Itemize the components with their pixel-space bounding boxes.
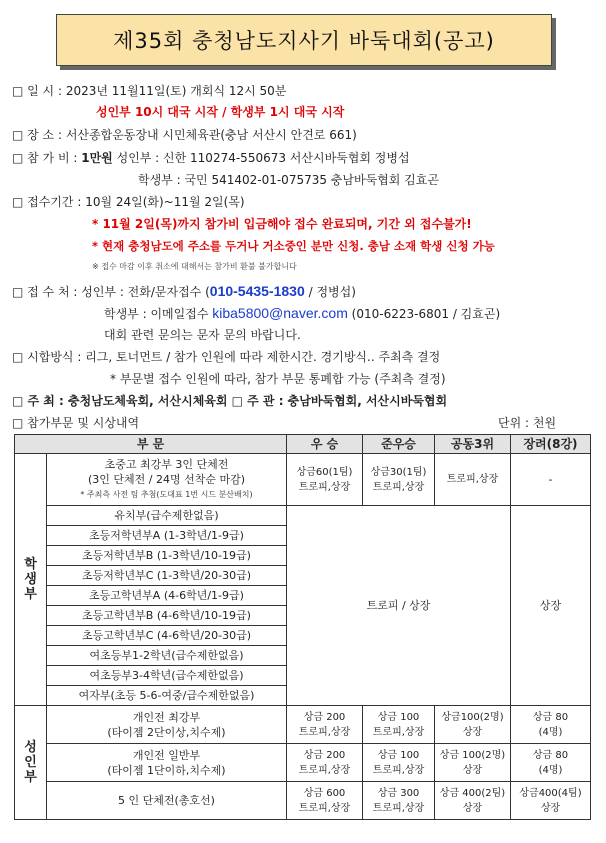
adult-division (47, 782, 287, 820)
team-encourage: - (511, 454, 591, 506)
page-title: 제35회 충청남도지사기 바둑대회(공고) (56, 14, 552, 66)
table-row (15, 706, 591, 744)
division-name: 여초등부1-2학년(급수제한없음) (47, 646, 287, 666)
adult-third (435, 706, 511, 744)
adult-enc-count: 상장 (540, 802, 561, 814)
table-header (15, 435, 591, 454)
adult-division-detail: (타이젬 1단이하,치수제) (107, 763, 226, 777)
fee-amount: 1만원 (81, 151, 113, 165)
adult-encourage (511, 782, 591, 820)
method-line: □ 시합방식 : 리그, 토너먼트 / 참가 인원에 따라 제한시간. 경기방식.. 주최측 결정 (12, 350, 441, 364)
divisions-label: □ 참가부문 및 시상내역 (12, 416, 140, 430)
warning-deadline: * 11월 2일(목)까지 참가비 입금해야 접수 완료되며, 기간 외 접수불가! (92, 217, 472, 231)
adult-winner (287, 706, 363, 744)
adult-division-name: 5 인 단체전(총호선) (118, 794, 215, 807)
adult-third-prize: 상금 100(2명) (439, 749, 506, 761)
fee-adult: 성인부 : 신한 110274-550673 서산시바둑협회 정병섭 (112, 151, 410, 165)
team-winner (287, 454, 363, 506)
contact-suffix: / 정병섭) (304, 285, 356, 299)
unit-label: 단위 : 천원 (498, 416, 557, 430)
adult-division (47, 744, 287, 782)
adult-winner (287, 782, 363, 820)
adult-second-award: 트로피,상장 (372, 802, 425, 814)
team-third: 트로피,상장 (435, 454, 511, 506)
header-division: 부 문 (15, 435, 287, 454)
adult-winner-prize: 상금 200 (303, 711, 346, 723)
adult-encourage (511, 744, 591, 782)
adult-second-prize: 상금 300 (377, 787, 420, 799)
adult-third-prize: 상금100(2명) (441, 711, 504, 723)
adult-third-award: 상장 (462, 726, 483, 738)
division-name: 초등저학년부A (1-3학년/1-9급) (47, 526, 287, 546)
table-row (15, 744, 591, 782)
division-name: 초등고학년부A (4-6학년/1-9급) (47, 586, 287, 606)
student-section-label: 학 생 부 (15, 454, 47, 706)
email-suffix: (010-6223-6801 / 김효곤) (347, 307, 501, 321)
adult-third-award: 상장 (462, 764, 483, 776)
warning-residency: * 현재 충청남도에 주소를 두거나 거소중인 분만 신청. 충남 소재 학생 신청 가능 (92, 239, 495, 253)
adult-winner-award: 트로피,상장 (298, 764, 351, 776)
adult-third (435, 782, 511, 820)
fee-student: 학생부 : 국민 541402-01-075735 충남바둑협회 김효곤 (138, 173, 439, 187)
table-row (15, 506, 591, 526)
start-times: 성인부 10시 대국 시작 / 학생부 1시 대국 시작 (96, 105, 345, 119)
division-name: 유치부(급수제한없음) (47, 506, 287, 526)
team-name: 초중고 최강부 3인 단체전 (104, 458, 229, 471)
adult-division-name: 개인전 일반부 (132, 748, 201, 762)
adult-winner (287, 744, 363, 782)
table-row (15, 454, 591, 506)
adult-enc-prize: 상금 80 (532, 749, 569, 761)
adult-encourage (511, 706, 591, 744)
fee-label: □ 참 가 비 : (12, 151, 82, 165)
fee-line (12, 150, 410, 166)
adult-second-prize: 상금 100 (377, 749, 420, 761)
adult-third (435, 744, 511, 782)
team-second-prize: 상금30(1팀) (370, 466, 427, 478)
refund-note: ※ 접수 마감 이후 취소에 대해서는 참가비 환불 불가합니다 (92, 262, 297, 271)
adult-third-prize: 상금 400(2팀) (439, 787, 506, 799)
email-line (104, 305, 500, 322)
adult-enc-count: (4명) (538, 726, 563, 738)
header-encourage: 장려(8강) (511, 435, 591, 454)
header-winner: 우 승 (287, 435, 363, 454)
division-name: 초등저학년부B (1-3학년/10-19급) (47, 546, 287, 566)
adult-winner-prize: 상금 600 (303, 787, 346, 799)
division-name: 초등고학년부C (4-6학년/20-30급) (47, 626, 287, 646)
header-third: 공동3위 (435, 435, 511, 454)
method-note: * 부문별 접수 인원에 따라, 참가 부문 통폐합 가능 (주최측 결정) (110, 372, 446, 386)
adult-second-award: 트로피,상장 (372, 726, 425, 738)
adult-second-award: 트로피,상장 (372, 764, 425, 776)
team-runner-up (363, 454, 435, 506)
email-link[interactable]: kiba5800@naver.com (212, 305, 348, 321)
contact-prefix: □ 접 수 처 : 성인부 : 전화/문자접수 ( (12, 285, 210, 299)
division-name: 초등저학년부C (1-3학년/20-30급) (47, 566, 287, 586)
contact-line (12, 283, 356, 300)
division-name: 초등고학년부B (4-6학년/10-19급) (47, 606, 287, 626)
adult-winner-award: 트로피,상장 (298, 726, 351, 738)
prize-table (14, 434, 591, 820)
adult-enc-prize: 상금400(4팀) (519, 787, 582, 799)
header-runner-up: 준우승 (363, 435, 435, 454)
team-note: * 주최측 사전 팀 추첨(도대표 1번 시드 분산배치) (80, 490, 253, 499)
team-detail: (3인 단체전 / 24명 선착순 마감) (87, 473, 246, 486)
adult-division (47, 706, 287, 744)
adult-third-award: 상장 (462, 802, 483, 814)
inquiry-line: 대회 관련 문의는 문자 문의 바랍니다. (104, 328, 301, 342)
adult-section-label: 성 인 부 (15, 706, 47, 820)
adult-enc-prize: 상금 80 (532, 711, 569, 723)
adult-enc-count: (4명) (538, 764, 563, 776)
venue-line: □ 장 소 : 서산종합운동장내 시민체육관(충남 서산시 안견로 661) (12, 128, 357, 142)
adult-winner-award: 트로피,상장 (298, 802, 351, 814)
team-second-award: 트로피,상장 (372, 481, 425, 493)
adult-division-name: 개인전 최강부 (132, 710, 201, 724)
division-name: 여초등부3-4학년(급수제한없음) (47, 666, 287, 686)
email-prefix: 학생부 : 이메일접수 (104, 307, 213, 321)
division-name: 여자부(초등 5-6-여중/급수제한없음) (47, 686, 287, 706)
adult-second-prize: 상금 100 (377, 711, 420, 723)
period-line: □ 접수기간 : 10월 24일(화)~11월 2일(목) (12, 195, 245, 209)
team-division (47, 454, 287, 506)
date-line: □ 일 시 : 2023년 11월11일(토) 개회식 12시 50분 (12, 84, 287, 98)
student-prize: 트로피 / 상장 (287, 506, 511, 706)
adult-runner-up (363, 744, 435, 782)
table-row (15, 782, 591, 820)
host-line: □ 주 최 : 충청남도체육회, 서산시체육회 □ 주 관 : 충남바둑협회, 서산시바둑협회 (12, 394, 448, 408)
team-winner-prize: 상금60(1팀) (296, 466, 353, 478)
adult-runner-up (363, 782, 435, 820)
student-encourage: 상장 (511, 506, 591, 706)
team-winner-award: 트로피,상장 (298, 481, 351, 493)
contact-phone[interactable]: 010-5435-1830 (209, 283, 305, 299)
adult-runner-up (363, 706, 435, 744)
adult-winner-prize: 상금 200 (303, 749, 346, 761)
adult-division-detail: (타이젬 2단이상,치수제) (107, 725, 226, 739)
